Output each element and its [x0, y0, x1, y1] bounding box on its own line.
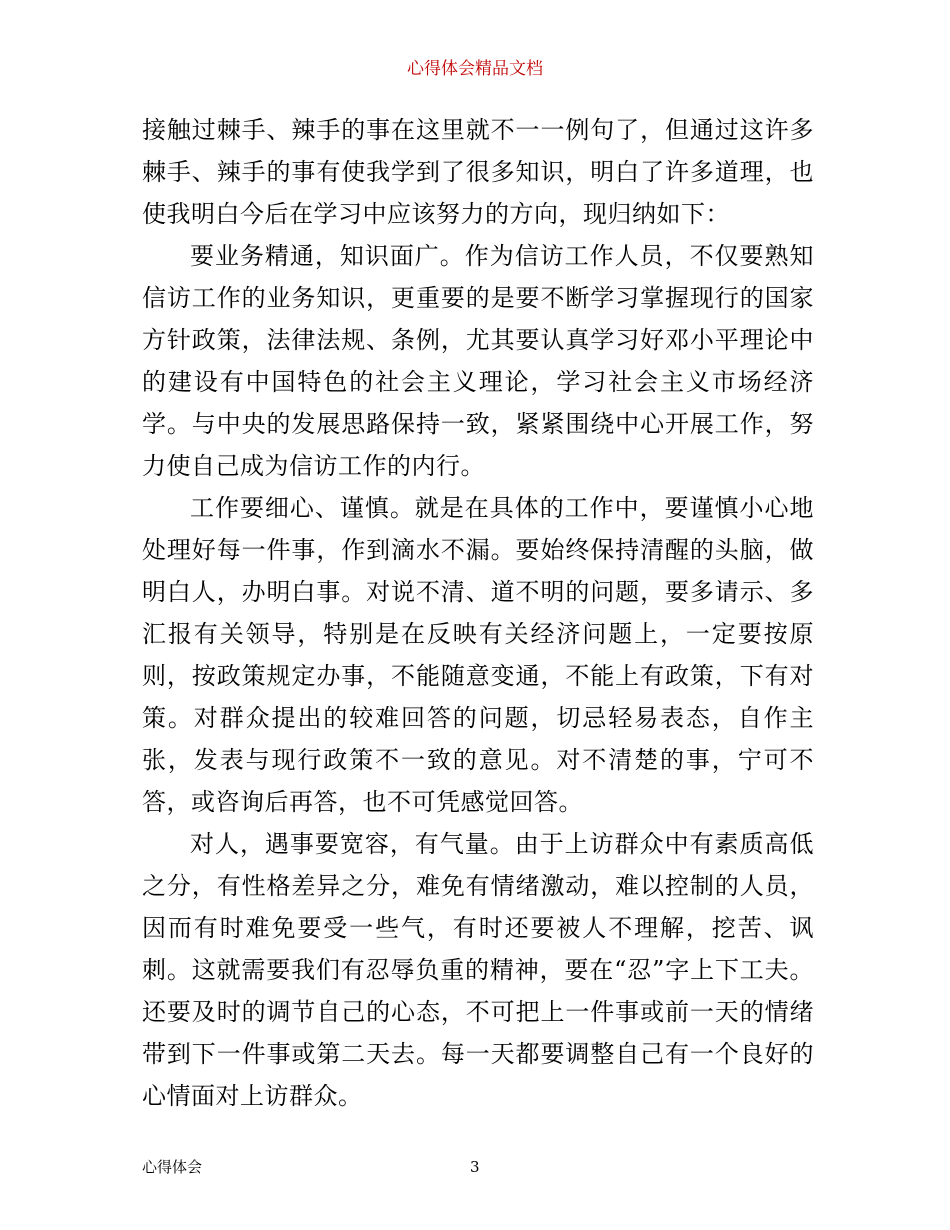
page-number: 3: [470, 1158, 480, 1176]
paragraph-business-knowledge: 要业务精通，知识面广。作为信访工作人员，不仅要熟知信访工作的业务知识，更重要的是要不断学习掌握现行的国家方针政策，法律法规、条例，尤其要认真学习好邓小平理论中的建设有中国特色的社会主义理论，学习社会主义市场经济学。与中央的发展思路保持一致，紧紧围绕中心开展工作，努力使自己成为信访工作的内行。: [142, 242, 814, 480]
paragraph-careful-work: 工作要细心、谨慎。就是在具体的工作中，要谨慎小心地处理好每一件事，作到滴水不漏。要始终保持清醒的头脑，做明白人，办明白事。对说不清、道不明的问题，要多请示、多汇报有关领导，特别是在反映有关经济问题上，一定要按原则，按政策规定办事，不能随意变通，不能上有政策，下有对策。对群众提出的较难回答的问题，切忌轻易表态，自作主张，发表与现行政策不一致的意见。对不清楚的事，宁可不答，或咨询后再答，也不可凭感觉回答。: [142, 494, 814, 816]
page-header-title: 心得体会精品文档: [407, 59, 543, 79]
document-body: [142, 109, 814, 1117]
paragraph-tolerance: 对人，遇事要宽容，有气量。由于上访群众中有素质高低之分，有性格差异之分，难免有情绪激动，难以控制的人员，因而有时难免要受一些气，有时还要被人不理解，挖苦、讽刺。这就需要我们有忍辱负重的精神，要在“忍”字上下工夫。还要及时的调节自己的心态，不可把上一件事或前一天的情绪带到下一件事或第二天去。每一天都要调整自己有一个良好的心情面对上访群众。: [142, 830, 814, 1110]
footer-label: 心得体会: [142, 1158, 203, 1176]
page-footer: [0, 1157, 950, 1177]
paragraph-continuation: 接触过棘手、辣手的事在这里就不一一例句了，但通过这许多棘手、辣手的事有使我学到了很多知识，明白了许多道理，也使我明白今后在学习中应该努力的方向，现归纳如下：: [142, 116, 814, 228]
